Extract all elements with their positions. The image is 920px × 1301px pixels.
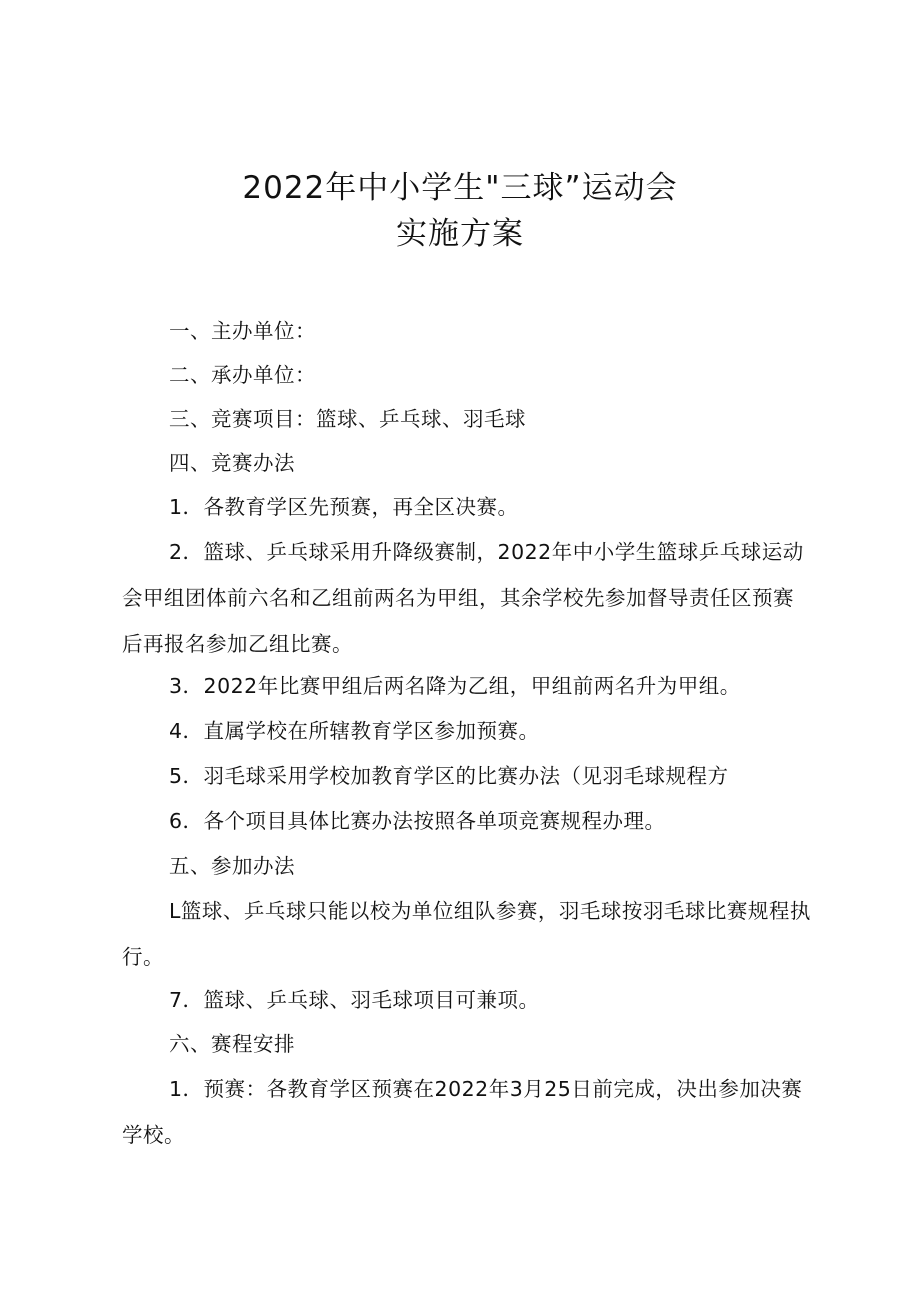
section-heading-organizer: 一、主办单位： (169, 319, 316, 343)
paragraph-item-5: 5．羽毛球采用学校加教育学区的比赛办法（见羽毛球规程方 (169, 764, 729, 788)
paragraph-item-1: 1．各教育学区先预赛，再全区决赛。 (169, 495, 519, 519)
document-title-line-1: 2022年中小学生"三球”运动会 (242, 170, 678, 206)
section-heading-competition-methods: 四、竞赛办法 (169, 451, 295, 475)
paragraph-item-3: 3．2022年比赛甲组后两名降为乙组，甲组前两名升为甲组。 (169, 674, 741, 698)
section-heading-schedule: 六、赛程安排 (169, 1032, 295, 1056)
paragraph-item-4: 4．直属学校在所辖教育学区参加预赛。 (169, 719, 540, 743)
paragraph-item-6: 6．各个项目具体比赛办法按照各单项竞赛规程办理。 (169, 809, 666, 833)
section-heading-participation: 五、参加办法 (169, 854, 295, 878)
paragraph-schedule-1: 1．预赛：各教育学区预赛在2022年3月25日前完成，决出参加决赛学校。 (122, 1077, 803, 1147)
paragraph-participation-1: L篮球、乒乓球只能以校为单位组队参赛，羽毛球按羽毛球比赛规程执行。 (122, 899, 811, 969)
section-heading-co-organizer: 二、承办单位： (169, 363, 316, 387)
paragraph-participation-7: 7．篮球、乒乓球、羽毛球项目可兼项。 (169, 988, 540, 1012)
section-heading-events: 三、竞赛项目：篮球、乒乓球、羽毛球 (169, 407, 526, 431)
paragraph-item-2: 2．篮球、乒乓球采用升降级赛制，2022年中小学生篮球乒乓球运动会甲组团体前六名和乙组前两名为甲组，其余学校先参加督导责任区预赛后再报名参加乙组比赛。 (122, 540, 804, 656)
document-title-line-2: 实施方案 (396, 216, 524, 252)
